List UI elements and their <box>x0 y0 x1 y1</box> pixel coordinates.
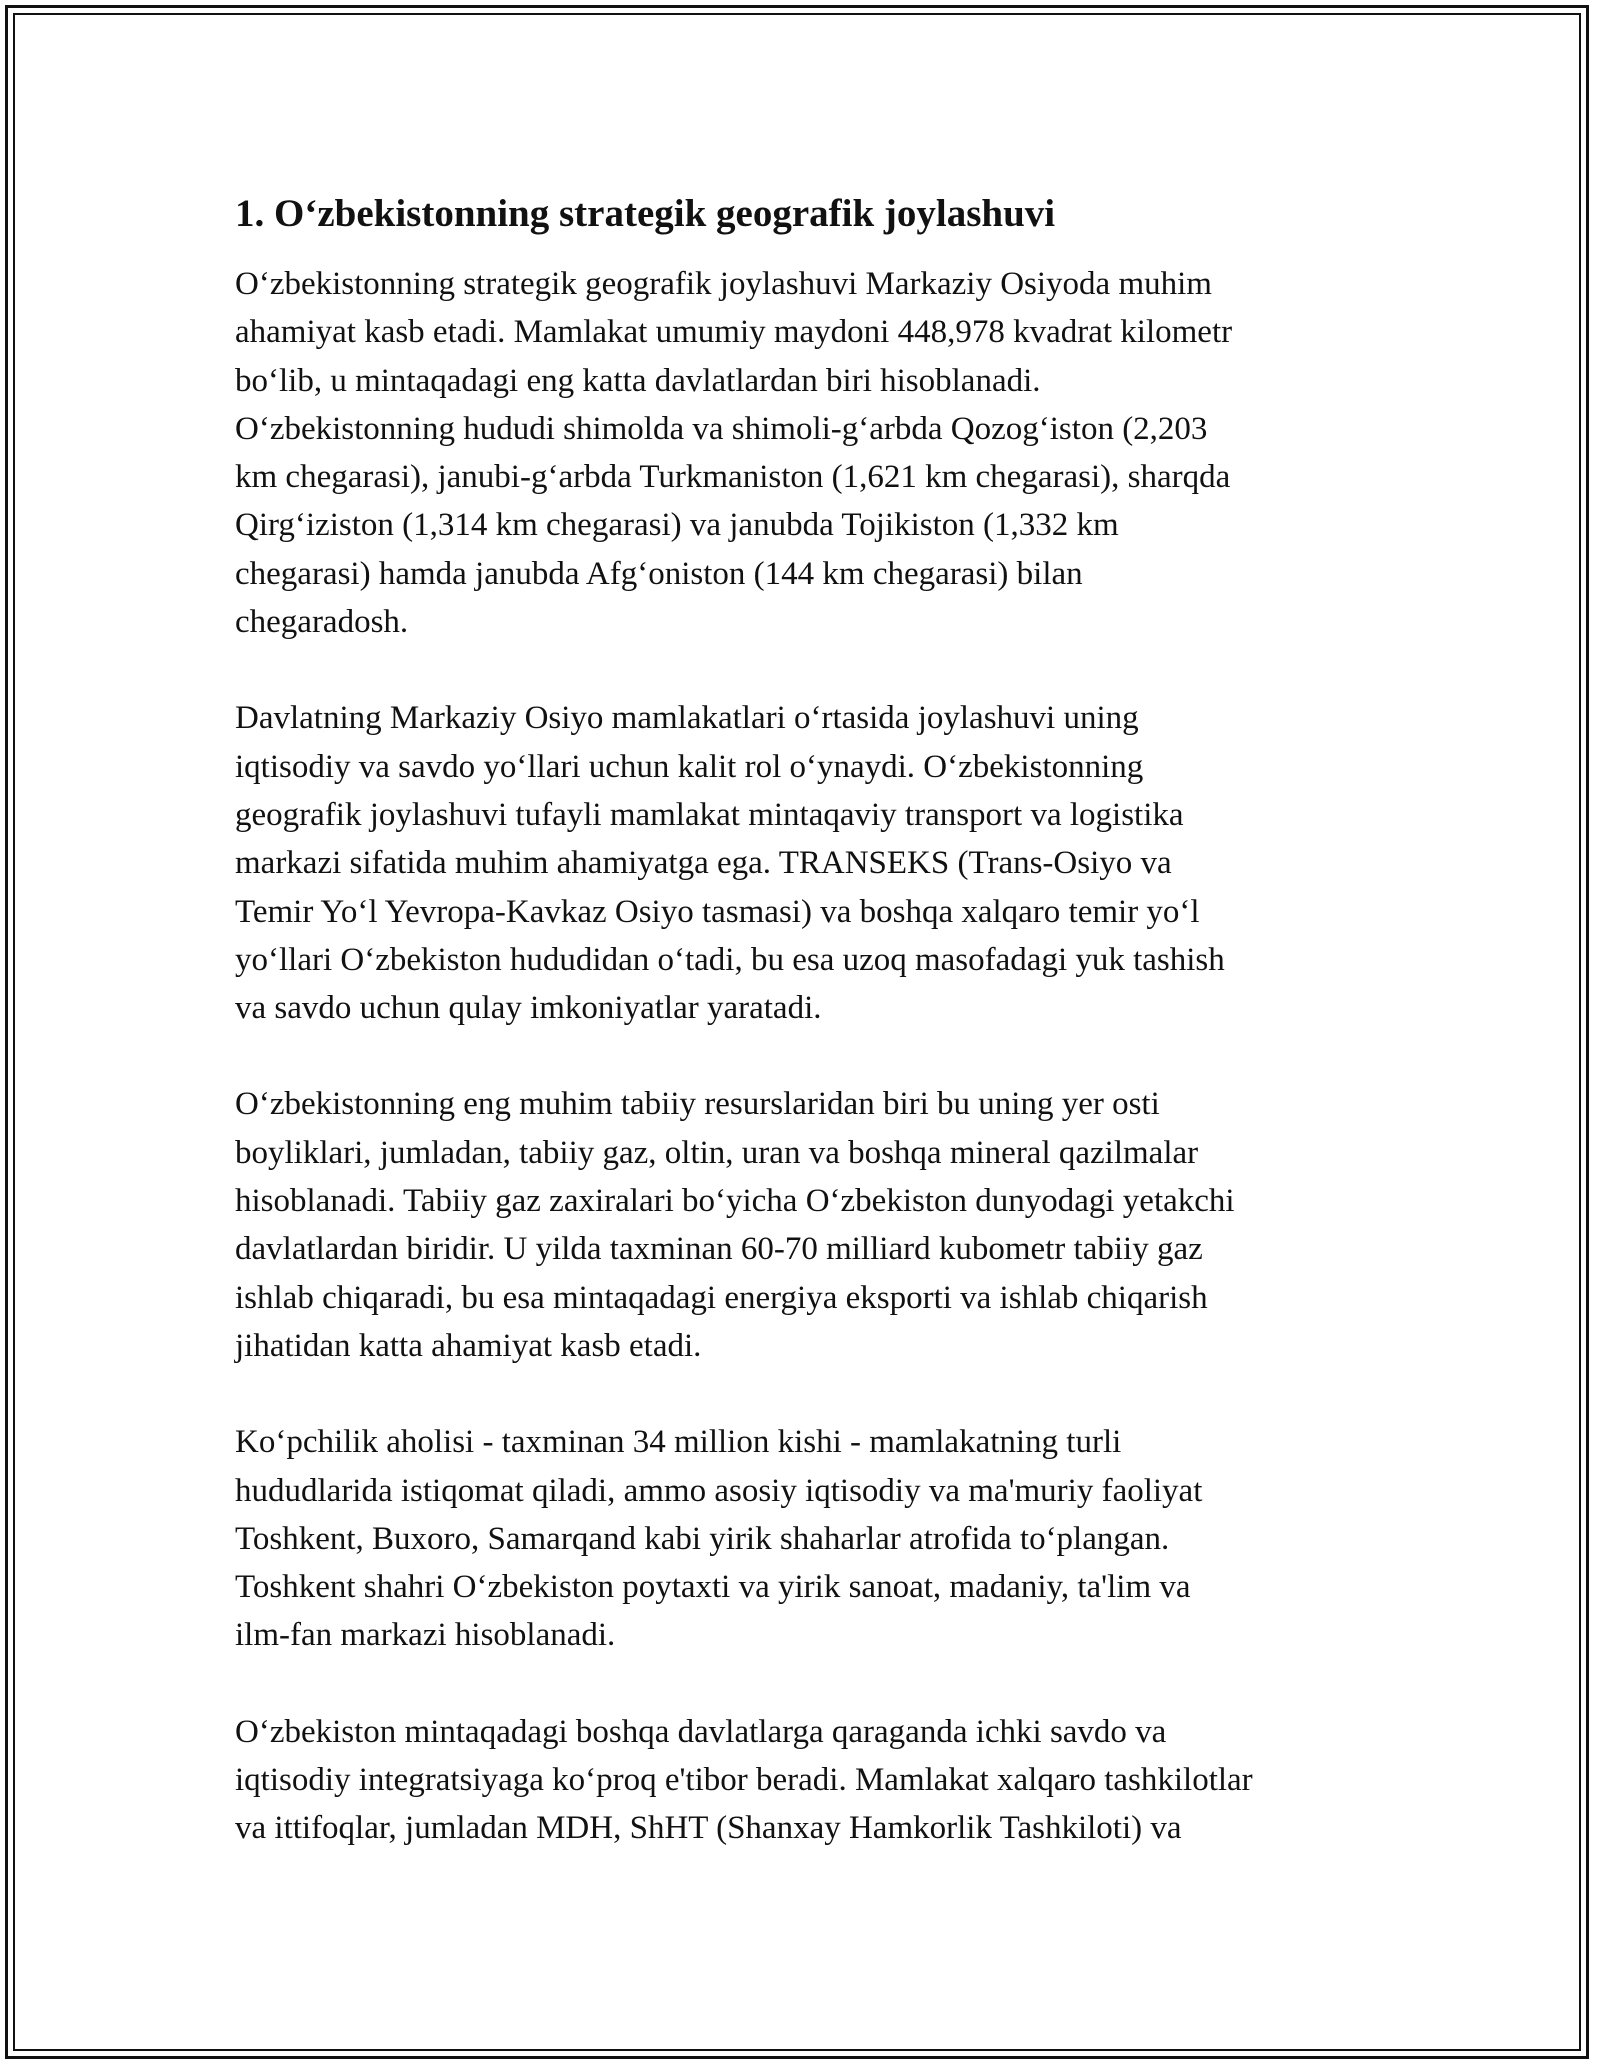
paragraph-population: Ko‘pchilik aholisi - taxminan 34 million kishi - mamlakatning turli hududlarida istiqomat qiladi, ammo asosiy iqtisodiy va ma'muriy faoliyat Toshkent, Buxoro, Samarqand kabi yirik shaharlar atrofida to‘plangan. Toshkent shahri O‘zbekiston poytaxti va yirik sanoat, madaniy, ta'lim va ilm-fan markazi hisoblanadi. <box>235 1424 1203 1654</box>
section-heading: 1. O‘zbekistonning strategik geografik joylashuvi <box>235 192 1056 235</box>
document-body <box>235 188 1375 1901</box>
paragraph-natural-resources: O‘zbekistonning eng muhim tabiiy resurslaridan biri bu uning yer osti boyliklari, jumladan, tabiiy gaz, oltin, uran va boshqa mineral qazilmalar hisoblanadi. Tabiiy gaz zaxiralari bo‘yicha O‘zbekiston dunyodagi yetakchi davlatlardan biridir. U yilda taxminan 60-70 milliard kubometr tabiiy gaz ishlab chiqaradi, bu esa mintaqadagi energiya eksporti va ishlab chiqarish jihatidan katta ahamiyat kasb etadi. <box>235 1086 1235 1364</box>
paragraph-transport-routes: Davlatning Markaziy Osiyo mamlakatlari o‘rtasida joylashuvi uning iqtisodiy va savdo yo‘llari uchun kalit rol o‘ynaydi. O‘zbekistonning geografik joylashuvi tufayli mamlakat mintaqaviy transport va logistika markazi sifatida muhim ahamiyatga ega. TRANSEKS (Trans-Osiyo va Temir Yo‘l Yevropa-Kavkaz Osiyo tasmasi) va boshqa xalqaro temir yo‘l yo‘llari O‘zbekiston hududidan o‘tadi, bu esa uzoq masofadagi yuk tashish va savdo uchun qulay imkoniyatlar yaratadi. <box>235 700 1225 1027</box>
paragraph-integration: O‘zbekiston mintaqadagi boshqa davlatlarga qaraganda ichki savdo va iqtisodiy integratsiyaga ko‘proq e'tibor beradi. Mamlakat xalqaro tashkilotlar va ittifoqlar, jumladan MDH, ShHT (Shanxay Hamkorlik Tashkiloti) va <box>235 1713 1253 1847</box>
paragraph-area-borders: O‘zbekistonning strategik geografik joylashuvi Markaziy Osiyoda muhim ahamiyat kasb etadi. Mamlakat umumiy maydoni 448,978 kvadrat kilometr bo‘lib, u mintaqadagi eng katta davlatlardan biri hisoblanadi. O‘zbekistonning hududi shimolda va shimoli-g‘arbda Qozog‘iston (2,203 km chegarasi), janubi-g‘arbda Turkmaniston (1,621 km chegarasi), sharqda Qirg‘iziston (1,314 km chegarasi) va janubda Tojikiston (1,332 km chegarasi) hamda janubda Afg‘oniston (144 km chegarasi) bilan chegaradosh. <box>235 266 1233 641</box>
